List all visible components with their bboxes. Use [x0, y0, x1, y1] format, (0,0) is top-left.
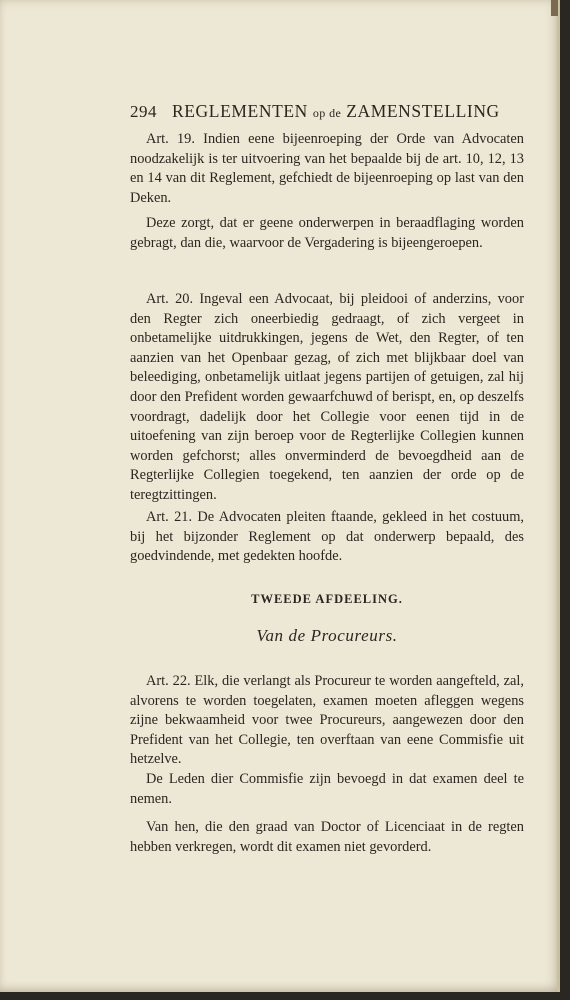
- section-heading: TWEEDE AFDEELING.: [251, 592, 403, 606]
- article-22-members: [130, 770, 524, 809]
- article-19: [130, 130, 524, 208]
- article-19-continued: [130, 214, 524, 253]
- article-20: [130, 290, 524, 506]
- page-edge: [557, 0, 560, 992]
- article-22-exemption: [130, 818, 524, 857]
- paragraph: Art. 22. Elk, die verlangt als Procureur te worden aangefteld, zal, alvorens te worden toegelaten, examen moeten afleggen wegens zijne bekwaamheid voor twee Procureurs, aangewezen door den Prefident van het Collegie, ten overftaan van eene Commisfie uit hetzelve.: [130, 673, 524, 768]
- paragraph: Art. 21. De Advocaten pleiten ftaande, gekleed in het costuum, bij het bijzonder Reglement op dat onderwerp bepaald, des goedvindende, met gedekten hoofde.: [130, 509, 524, 565]
- running-header: [130, 100, 530, 124]
- paragraph: De Leden dier Commisfie zijn bevoegd in dat examen deel te nemen.: [130, 771, 524, 807]
- paragraph: Art. 20. Ingeval een Advocaat, bij pleidooi of anderzins, voor den Regter zich oneerbiedig gedraagt, of zich vergeet in onbetamelijke uitdrukkingen, jegens de Wet, den Regter, of ten aanzien van het Openbaar gezag, of zich met blijkbaar doel van beleediging, onbetamelijk uitlaat jegens partijen of getuigen, zal hij door den Prefident worden gewaarfchuwd of berispt, en, op deszelfs voordragt, dadelijk door het Collegie voor eenen tijd in de uitoefening van zijn beroep voor de Regterlijke Collegien kunnen worden gefchorst; alles onverminderd de bevoegdheid aan de Regterlijke Collegien toegekend, ten aanzien der orde op de teregtzittingen.: [130, 291, 524, 503]
- running-title: [172, 101, 500, 122]
- title-part-3: ZAMENSTELLING: [346, 101, 500, 121]
- article-22: [130, 672, 524, 770]
- paragraph: Art. 19. Indien eene bijeenroeping der Orde van Advocaten noodzakelijk is ter uitvoering van het bepaalde bij de art. 10, 12, 13 en 14 van dit Reglement, gefchiedt de bijeenroeping op last van den Deken.: [130, 131, 524, 206]
- section-subheading: Van de Procureurs.: [256, 626, 398, 645]
- bookmark-tab: [551, 0, 558, 16]
- page-number: 294: [130, 102, 157, 121]
- paragraph: Deze zorgt, dat er geene onderwerpen in beraadflaging worden gebragt, dan die, waarvoor de Vergadering is bijeengeroepen.: [130, 215, 524, 251]
- title-part-2: op de: [312, 106, 342, 120]
- title-part-1: REGLEMENTEN: [172, 101, 308, 121]
- paragraph: Van hen, die den graad van Doctor of Licenciaat in de regten hebben verkregen, wordt dit examen niet gevorderd.: [130, 819, 524, 855]
- article-21: [130, 508, 524, 567]
